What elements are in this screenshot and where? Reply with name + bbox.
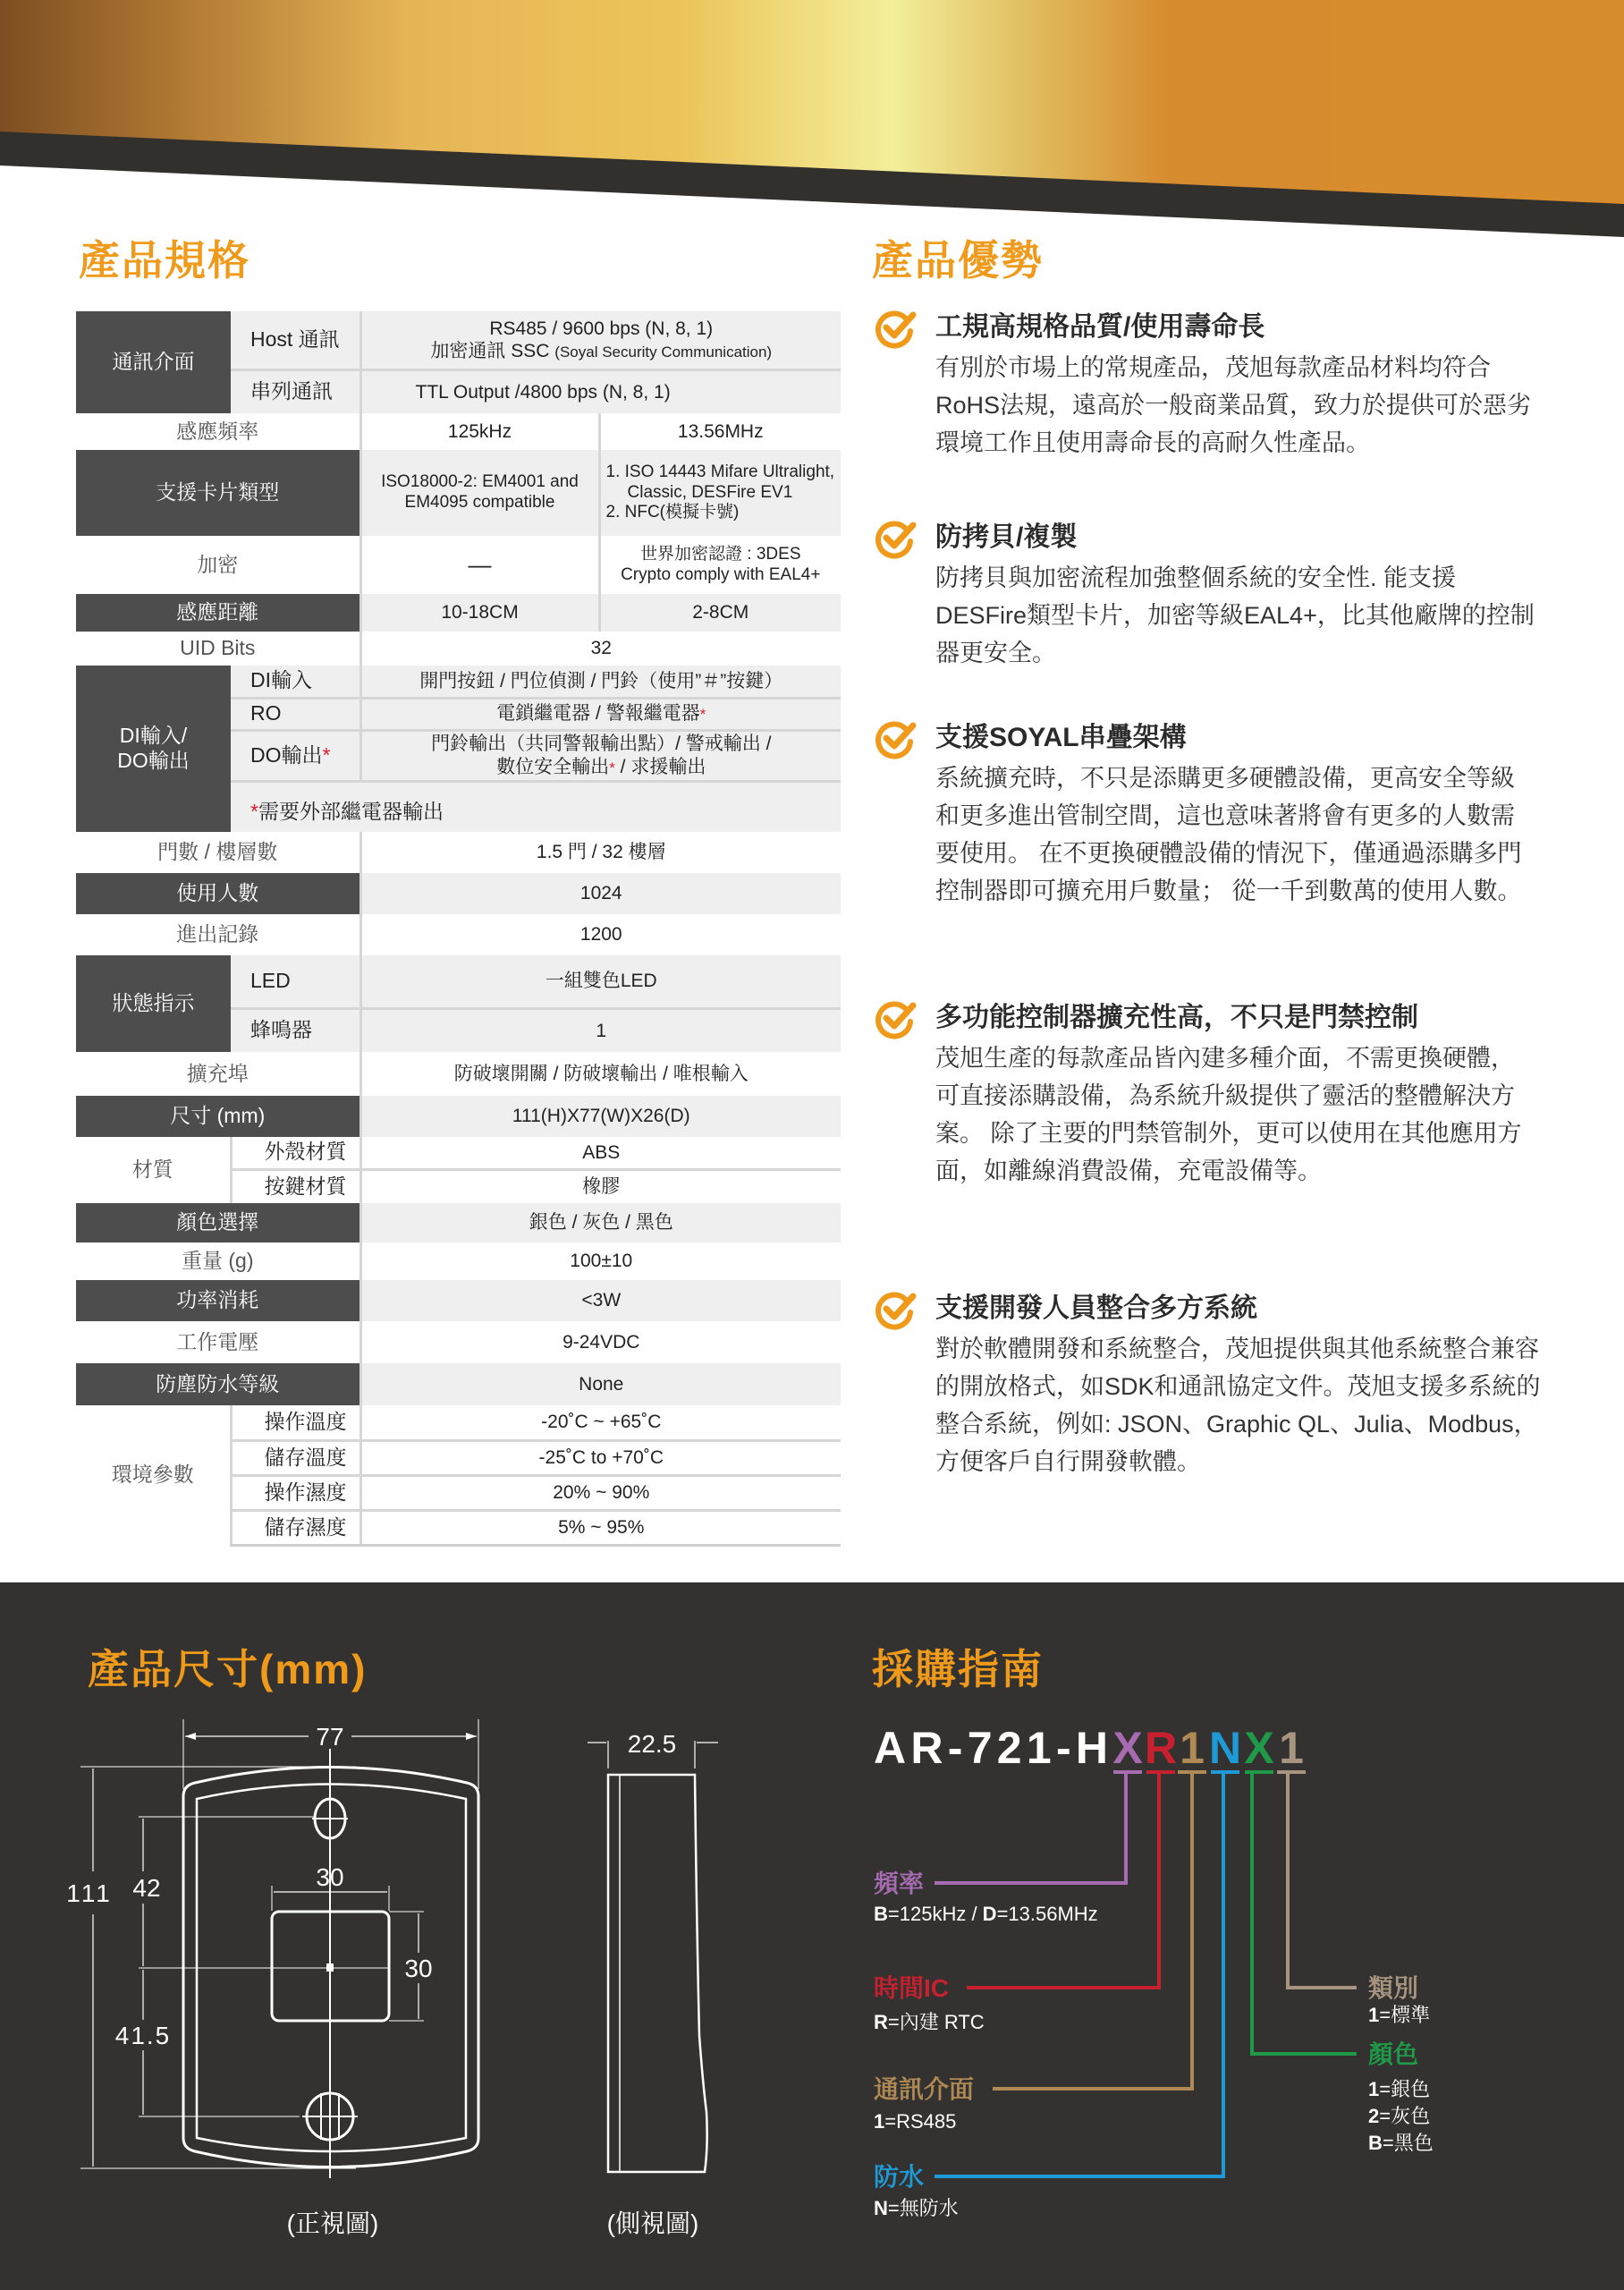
spec-value: <3W xyxy=(360,1280,841,1321)
advantage-line: 整合系統，例如: JSON、Graphic QL、Julia、Modbus， xyxy=(935,1411,1538,1438)
spec-value: 開門按鈕 / 門位偵測 / 門鈴（使用”＃”按鍵） xyxy=(360,666,841,698)
spec-value: 20% ~ 90% xyxy=(360,1475,841,1510)
spec-value: 1200 xyxy=(360,914,841,955)
svg-text:B=黑色 xyxy=(1368,2132,1434,2154)
spec-value: 防破壞開關 / 防破壞輸出 / 唯根輸入 xyxy=(360,1052,841,1096)
water-desc: =無防水 xyxy=(887,2197,959,2219)
value-line: 1. ISO 14443 Mifare Ultralight, xyxy=(605,462,835,481)
svg-text:1=RS485 xyxy=(874,2110,956,2133)
water-key: N xyxy=(874,2197,888,2219)
svg-text:2=灰色 xyxy=(1368,2105,1430,2127)
value-line: 2. NFC(模擬卡號) xyxy=(605,503,740,522)
legend-rtc: 時間IC xyxy=(874,1974,950,2002)
advantage-line: 控制器即可擴充用戶數量； 從一千到數萬的使用人數。 xyxy=(935,878,1522,904)
color-key: B xyxy=(1368,2132,1383,2154)
spec-value: 1.5 門 / 32 樓層 xyxy=(360,832,841,873)
front-view-drawing xyxy=(80,1719,478,2178)
spec-label: 尺寸 (mm) xyxy=(76,1096,360,1137)
spec-value: 111(H)X77(W)X26(D) xyxy=(360,1096,841,1137)
type-desc: =標準 xyxy=(1379,2004,1431,2026)
advantages-title: 產品優勢 xyxy=(872,237,1044,284)
code-legend-values xyxy=(874,1903,1434,2219)
code-type: 1 xyxy=(1279,1723,1304,1773)
advantage-line: 案。 除了主要的門禁管制外，更可以使用在其他應用方 xyxy=(935,1120,1522,1147)
dim-width: 77 xyxy=(316,1723,344,1751)
spec-label: 環境參數 xyxy=(76,1405,231,1545)
ssc-note: (Soyal Security Communication) xyxy=(554,343,773,360)
advantage-line: 對於軟體開發和系統整合，茂旭提供與其他系統整合兼容 xyxy=(935,1336,1539,1362)
freq-key: B xyxy=(874,1903,888,1925)
dimension-labels xyxy=(66,1723,698,2237)
spec-value: -20˚C ~ +65˚C xyxy=(360,1405,841,1440)
value-line: EM4095 compatible xyxy=(404,493,555,512)
spec-label: 門數 / 樓層數 xyxy=(76,832,360,873)
specs-title: 產品規格 xyxy=(79,237,250,284)
dim-lower: 41.5 xyxy=(114,2022,172,2049)
spec-label: 狀態指示 xyxy=(76,955,231,1052)
spec-value: 橡膠 xyxy=(360,1169,841,1203)
spec-value: 5% ~ 95% xyxy=(360,1510,841,1545)
spec-value: None xyxy=(360,1363,841,1405)
advantage-line: DESFire類型卡片，加密等級EAL4+，比其他廠牌的控制 xyxy=(935,602,1535,629)
spec-value: 銀色 / 灰色 / 黑色 xyxy=(360,1203,841,1243)
advantage-heading: 工規高規格品質/使用壽命長 xyxy=(935,312,1265,342)
legend-waterproof: 防水 xyxy=(874,2163,925,2191)
rtc-key: R xyxy=(874,2011,888,2033)
rtc-desc: =內建 RTC xyxy=(887,2011,985,2033)
spec-value: 2-8CM xyxy=(599,594,841,632)
dimensions-title: 產品尺寸(mm) xyxy=(88,1646,368,1692)
spec-label: 工作電壓 xyxy=(76,1321,360,1363)
value-line: Crypto comply with EAL4+ xyxy=(621,564,821,584)
dim-window-height: 30 xyxy=(404,1955,433,1982)
ssc-label: 加密通訊 SSC xyxy=(430,340,550,361)
svg-text:R=內建 RTC xyxy=(874,2011,985,2033)
dim-height: 111 xyxy=(66,1879,113,1907)
spec-label: 重量 (g) xyxy=(76,1243,360,1280)
spec-label: 感應距離 xyxy=(76,594,360,632)
spec-value: 10-18CM xyxy=(360,594,599,632)
advantage-line: 的開放格式，如SDK和通訊協定文件。茂旭支援多系統的 xyxy=(935,1373,1541,1400)
side-view-caption: (側視圖) xyxy=(606,2209,699,2237)
do-label: DO輸出 xyxy=(250,742,323,767)
spec-value: 9-24VDC xyxy=(360,1321,841,1363)
spec-sublabel: 外殼材質 xyxy=(231,1137,360,1169)
label-line: DO輸出 xyxy=(117,749,190,772)
code-rtc: R xyxy=(1144,1723,1178,1773)
model-code xyxy=(874,1723,1304,1773)
spec-label: 感應頻率 xyxy=(76,413,360,450)
legend-frequency: 頻率 xyxy=(874,1870,925,1897)
asterisk: * xyxy=(699,706,706,724)
advantage-line: 要使用。 在不更換硬體設備的情況下，僅通過添購多門 xyxy=(935,840,1522,867)
advantage-line: 和更多進出管制空間，這也意味著將會有更多的人數需 xyxy=(935,802,1515,829)
asterisk: * xyxy=(250,800,258,824)
spec-sublabel: DI輸入 xyxy=(231,666,360,698)
spec-label: 顏色選擇 xyxy=(76,1203,360,1243)
advantage-line: 有別於市場上的常規產品，茂旭每款產品材料均符合 xyxy=(935,354,1491,381)
dim-window-width: 30 xyxy=(316,1863,344,1891)
spec-label: 防塵防水等級 xyxy=(76,1363,360,1405)
legend-comm: 通訊介面 xyxy=(874,2075,975,2103)
color-desc: =銀色 xyxy=(1379,2078,1431,2100)
color-key: 2 xyxy=(1368,2105,1380,2127)
value-text: 數位安全輸出 xyxy=(496,756,610,777)
host-value-line: RS485 / 9600 bps (N, 8, 1) xyxy=(489,318,714,339)
spec-sublabel: 操作溫度 xyxy=(231,1405,360,1440)
advantage-heading: 防拷貝/複製 xyxy=(935,522,1078,552)
comm-desc: =RS485 xyxy=(884,2110,957,2133)
spec-value: 1 xyxy=(360,1008,841,1052)
legend-type: 類別 xyxy=(1368,1974,1419,2002)
spec-sublabel: 串列通訊 xyxy=(231,369,360,413)
spec-value: 100±10 xyxy=(360,1243,841,1280)
value-line: Classic, DESFire EV1 xyxy=(627,482,793,502)
spec-value: TTL Output /4800 bps (N, 8, 1) xyxy=(360,369,841,413)
svg-text:B=125kHz / D=13.56MHz xyxy=(874,1903,1098,1925)
side-view-drawing xyxy=(588,1741,718,2172)
spec-sublabel: RO xyxy=(231,698,360,730)
spec-sublabel: Host 通訊 xyxy=(231,311,360,369)
dim-depth: 22.5 xyxy=(627,1730,677,1758)
type-key: 1 xyxy=(1368,2004,1380,2026)
front-view-caption: (正視圖) xyxy=(286,2209,379,2237)
svg-text:N=無防水 xyxy=(874,2197,959,2219)
color-key: 1 xyxy=(1368,2078,1380,2100)
svg-text:1=標準 xyxy=(1368,2004,1430,2026)
spec-value: — xyxy=(360,536,599,594)
advantage-line: 系統擴充時，不只是添購更多硬體設備，更高安全等級 xyxy=(935,765,1515,792)
advantage-line: 防拷貝與加密流程加強整個系統的安全性. 能支援 xyxy=(935,564,1457,591)
spec-sublabel: 儲存濕度 xyxy=(231,1510,360,1545)
spec-value: 1024 xyxy=(360,873,841,914)
code-frequency: X xyxy=(1112,1723,1143,1773)
value-line: 世界加密認證 : 3DES xyxy=(640,544,801,564)
model-prefix: AR-721-H xyxy=(874,1723,1108,1773)
dim-upper: 42 xyxy=(132,1874,161,1902)
spec-label: 使用人數 xyxy=(76,873,360,914)
advantage-line: RoHS法規，遠高於一般商業品質，致力於提供可於惡劣 xyxy=(935,392,1532,419)
value-line: ISO18000-2: EM4001 and xyxy=(381,472,579,492)
advantage-line: 器更安全。 xyxy=(935,640,1056,666)
spec-value: -25˚C to +70˚C xyxy=(360,1440,841,1475)
spec-sublabel: 儲存溫度 xyxy=(231,1440,360,1475)
spec-label: 通訊介面 xyxy=(76,311,231,413)
spec-label: 加密 xyxy=(76,536,360,594)
spec-label: 功率消耗 xyxy=(76,1280,360,1321)
spec-value: 32 xyxy=(360,632,841,666)
value-line: 門鈴輸出（共同警報輸出點）/ 警戒輸出 / xyxy=(431,734,772,755)
spec-value: 125kHz xyxy=(360,413,599,450)
code-waterproof: N xyxy=(1208,1723,1242,1773)
svg-text:1=銀色 xyxy=(1368,2078,1430,2100)
spec-sublabel: 按鍵材質 xyxy=(231,1169,360,1203)
spec-label: UID Bits xyxy=(76,632,360,666)
spec-value: 一組雙色LED xyxy=(360,955,841,1008)
ro-value: 電鎖繼電器 / 警報繼電器 xyxy=(496,703,700,725)
spec-label: 進出記錄 xyxy=(76,914,360,955)
note-text: 需要外部繼電器輸出 xyxy=(258,800,444,824)
ordering-title: 採購指南 xyxy=(872,1646,1044,1692)
advantage-heading: 支援開發人員整合多方系統 xyxy=(935,1293,1257,1323)
freq-key: D xyxy=(982,1903,997,1925)
advantage-heading: 支援SOYAL串疊架構 xyxy=(935,723,1187,752)
asterisk: * xyxy=(609,759,615,776)
spec-label: 支援卡片類型 xyxy=(76,450,360,536)
color-desc: =黑色 xyxy=(1382,2132,1434,2154)
spec-value: ABS xyxy=(360,1137,841,1169)
value-text: / 求援輸出 xyxy=(614,756,706,777)
code-comm: 1 xyxy=(1180,1723,1205,1773)
spec-value: 13.56MHz xyxy=(599,413,841,450)
advantage-line: 方便客戶自行開發軟體。 xyxy=(935,1448,1201,1475)
freq-desc: =125kHz / xyxy=(887,1903,983,1925)
spec-sublabel: 操作濕度 xyxy=(231,1475,360,1510)
code-connector-lines xyxy=(935,1772,1357,2176)
color-desc: =灰色 xyxy=(1379,2105,1431,2127)
comm-key: 1 xyxy=(874,2110,885,2133)
label-line: DI輸入/ xyxy=(119,724,188,748)
advantage-heading: 多功能控制器擴充性高，不只是門禁控制 xyxy=(935,1003,1418,1032)
spec-sublabel: LED xyxy=(231,955,360,1008)
code-color: X xyxy=(1244,1723,1274,1773)
advantage-line: 可直接添購設備，為系統升級提供了靈活的整體解決方 xyxy=(935,1082,1515,1109)
spec-label: 材質 xyxy=(76,1137,231,1203)
advantage-line: 面，如離線消費設備，充電設備等。 xyxy=(935,1158,1322,1184)
spec-label: 擴充埠 xyxy=(76,1052,360,1096)
asterisk: * xyxy=(322,742,331,767)
freq-desc: =13.56MHz xyxy=(996,1903,1098,1925)
advantage-line: 茂旭生產的每款產品皆內建多種介面，不需更換硬體， xyxy=(935,1045,1515,1072)
advantage-line: 環境工作且使用壽命長的高耐久性產品。 xyxy=(935,429,1370,456)
spec-sublabel: 蜂鳴器 xyxy=(231,1008,360,1052)
legend-color: 顏色 xyxy=(1368,2040,1419,2068)
